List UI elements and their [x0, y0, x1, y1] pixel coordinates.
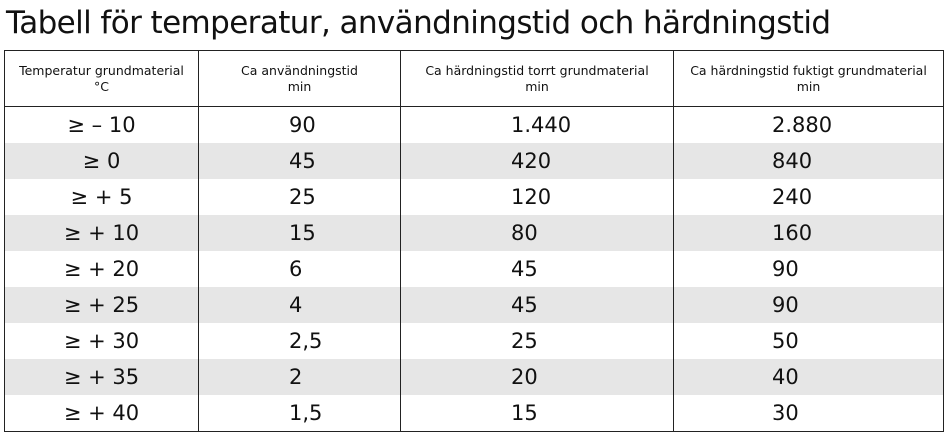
cell-working-time: 15: [199, 215, 401, 251]
cell-cure-time-dry: 15: [401, 395, 674, 432]
temperature-cure-time-table: [4, 50, 944, 432]
table-body: [5, 107, 944, 432]
cell-temperature: ≥ + 30: [5, 323, 199, 359]
cell-working-time: 2,5: [199, 323, 401, 359]
cell-working-time: 6: [199, 251, 401, 287]
cell-cure-time-wet: 240: [674, 179, 944, 215]
table-row: [5, 359, 944, 395]
table-header-row: [5, 51, 944, 107]
cell-working-time: 4: [199, 287, 401, 323]
cell-cure-time-dry: 20: [401, 359, 674, 395]
cell-cure-time-dry: 420: [401, 143, 674, 179]
cell-cure-time-wet: 30: [674, 395, 944, 432]
cell-cure-time-dry: 120: [401, 179, 674, 215]
cell-cure-time-dry: 80: [401, 215, 674, 251]
cell-cure-time-dry: 45: [401, 251, 674, 287]
header-working-time: Ca användningstid min: [199, 51, 401, 107]
table-row: [5, 395, 944, 432]
cell-cure-time-wet: 90: [674, 251, 944, 287]
table-row: [5, 215, 944, 251]
cell-working-time: 25: [199, 179, 401, 215]
table-row: [5, 143, 944, 179]
page-title: Tabell för temperatur, användningstid och härdningstid: [6, 5, 831, 41]
cell-temperature: ≥ + 5: [5, 179, 199, 215]
cell-cure-time-wet: 50: [674, 323, 944, 359]
cell-cure-time-dry: 25: [401, 323, 674, 359]
header-cure-time-dry: Ca härdningstid torrt grundmaterial min: [401, 51, 674, 107]
cell-cure-time-wet: 840: [674, 143, 944, 179]
table-row: [5, 179, 944, 215]
table-row: [5, 107, 944, 144]
cell-temperature: ≥ 0: [5, 143, 199, 179]
cell-cure-time-wet: 40: [674, 359, 944, 395]
cell-temperature: ≥ + 10: [5, 215, 199, 251]
cell-working-time: 1,5: [199, 395, 401, 432]
cell-cure-time-wet: 160: [674, 215, 944, 251]
cell-temperature: ≥ – 10: [5, 107, 199, 144]
table-row: [5, 287, 944, 323]
header-temperature: Temperatur grundmaterial °C: [5, 51, 199, 107]
table-row: [5, 323, 944, 359]
cell-temperature: ≥ + 20: [5, 251, 199, 287]
cell-temperature: ≥ + 35: [5, 359, 199, 395]
cell-cure-time-dry: 45: [401, 287, 674, 323]
cell-temperature: ≥ + 25: [5, 287, 199, 323]
cell-working-time: 90: [199, 107, 401, 144]
cell-cure-time-dry: 1.440: [401, 107, 674, 144]
cell-cure-time-wet: 90: [674, 287, 944, 323]
cell-temperature: ≥ + 40: [5, 395, 199, 432]
cell-working-time: 45: [199, 143, 401, 179]
cell-working-time: 2: [199, 359, 401, 395]
header-cure-time-wet: Ca härdningstid fuktigt grundmaterial min: [674, 51, 944, 107]
cell-cure-time-wet: 2.880: [674, 107, 944, 144]
table-row: [5, 251, 944, 287]
